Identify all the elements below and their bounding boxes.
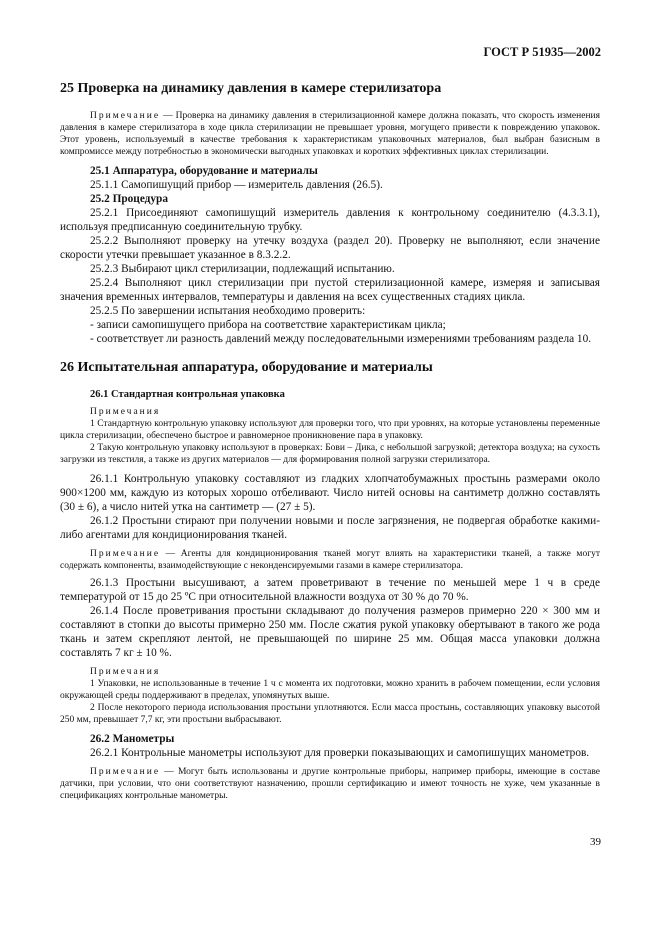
notes-label: Примечания	[90, 407, 161, 417]
section-25-note	[60, 110, 600, 158]
para-26-1-3: 26.1.3 Простыни высушивают, а затем проветривают в течение по меньшей мере 1 ч в среде температурой от 15 до 25 ºС при относительной влажности воздуха от 30 % до 70 %.	[60, 577, 600, 603]
para-25-2-2: 25.2.2 Выполняют проверку на утечку воздуха (раздел 20). Проверку не выполняют, если значение скорости утечки превышает указанное в 8.3.2.2.	[60, 235, 600, 261]
para-25-2-4: 25.2.4 Выполняют цикл стерилизации при пустой стерилизационной камере, измеряя и записывая значения временных интервалов, температуры и давления на всех существенных стадиях цикла.	[60, 277, 600, 303]
heading-25-1: 25.1 Аппаратура, оборудование и материалы	[90, 165, 318, 177]
list-item: - соответствует ли разность давлений между последовательными измерениями требованиям раздела 10.	[90, 333, 592, 345]
note-1: 1 Стандартную контрольную упаковку используют для проверки того, что при уровнях, на которые установлены переменные цикла стерилизации, обеспечено быстрое и равномерное проникновение пара в упаковку.	[60, 419, 600, 441]
para-26-1-4: 26.1.4 После проветривания простыни складывают до получения размеров примерно 220 × 300 мм и составляют в стопки до высоты примерно 250 мм. После сжатия рукой упаковку обертывают в такого же рода ткань и затем скрепляют лентой, не превышающей по ширине 25 мм. Общая масса упаковки должна составлять 7 кг ± 10 %.	[60, 605, 600, 659]
notes-label: Примечания	[90, 667, 161, 677]
para-25-2-1: 25.2.1 Присоединяют самопишущий измеритель давления к контрольному соединителю (4.3.3.1), используя предписанную соединительную трубку.	[60, 207, 600, 233]
para-26-1-2: 26.1.2 Простыни стирают при получении новыми и после загрязнения, не подвергая обработке какими-либо агентами для кондиционирования тканей.	[60, 515, 600, 541]
note-label: Примечание	[90, 767, 161, 777]
note-2: 2 Такую контрольную упаковку используют в проверках: Бови – Дика, с небольшой загрузкой; детектора воздуха; на сухость загрузки из текстиля, а также из других материалов — для формирования полной загрузки стерилизатора.	[60, 443, 600, 465]
heading-26-1: 26.1 Стандартная контрольная упаковка	[90, 389, 285, 400]
para-26-1-1: 26.1.1 Контрольную упаковку составляют из гладких хлопчатобумажных простынь размерами около 900×1200 мм, каждую из которых хорошо отбеливают. Число нитей основы на сантиметр должно составлять (30 ± 6), а число нитей утка на сантиметр — (27 ± 5).	[60, 473, 600, 513]
section-26-title: 26 Испытательная аппаратура, оборудование и материалы	[60, 360, 433, 375]
note-label: Примечание	[90, 111, 161, 121]
note-label: Примечание	[90, 549, 161, 559]
para-25-2-3: 25.2.3 Выбирают цикл стерилизации, подлежащий испытанию.	[90, 263, 395, 275]
note-text: — Проверка на динамику давления в стерилизационной камере должна показать, что скорость изменения давления в камере стерилизатора в ходе цикла стерилизации не превышает уровня, могущего привести к повреждению упаковок. Этот уровень, используемый в качестве требования к характеристикам упаковочных материалов, был выбран базисным в компромиссе между потребностью в экономически выгодных упаковках и коротких эффективных циклах стерилизации.	[60, 111, 600, 157]
note-text: — Агенты для кондиционирования тканей могут влиять на характеристики тканей, а также могут содержать компоненты, взаимодействующие с неконденсируемыми газами в камере стерилизатора.	[60, 549, 600, 571]
page-number: 39	[590, 836, 601, 848]
para-25-2-5: 25.2.5 По завершении испытания необходимо проверить:	[90, 305, 366, 317]
heading-26-2: 26.2 Манометры	[90, 733, 175, 745]
section-25-title: 25 Проверка на динамику давления в камере стерилизатора	[60, 81, 442, 96]
list-item: - записи самопишущего прибора на соответствие характеристикам цикла;	[90, 319, 446, 331]
note-manometers	[60, 766, 600, 802]
heading-25-2: 25.2 Процедура	[90, 193, 168, 205]
standard-code: ГОСТ Р 51935—2002	[483, 45, 601, 59]
note-3: 1 Упаковки, не использованные в течение 1 ч с момента их подготовки, можно хранить в рабочем помещении, если условия окружающей среды поддерживают в пределах, упомянутых выше.	[60, 679, 600, 701]
para-26-2-1: 26.2.1 Контрольные манометры используют для проверки показывающих и самопишущих манометров.	[90, 747, 590, 759]
note-text: — Могут быть использованы и другие контрольные приборы, например приборы, имеющие в составе датчики, при условии, что они соответствуют назначению, прошли сертификацию и имеют точность не хуже, чем указанные в спецификациях контрольные манометры.	[60, 767, 600, 801]
para-25-1-1: 25.1.1 Самопишущий прибор — измеритель давления (26.5).	[90, 179, 383, 191]
content-column	[60, 80, 600, 802]
note-4: 2 После некоторого периода использования простыни уплотняются. Если масса простынь, составляющих упаковку высотой 250 мм, превышает 7,7 кг, эти простыни выбрасывают.	[60, 703, 600, 725]
note-agents	[60, 548, 600, 572]
